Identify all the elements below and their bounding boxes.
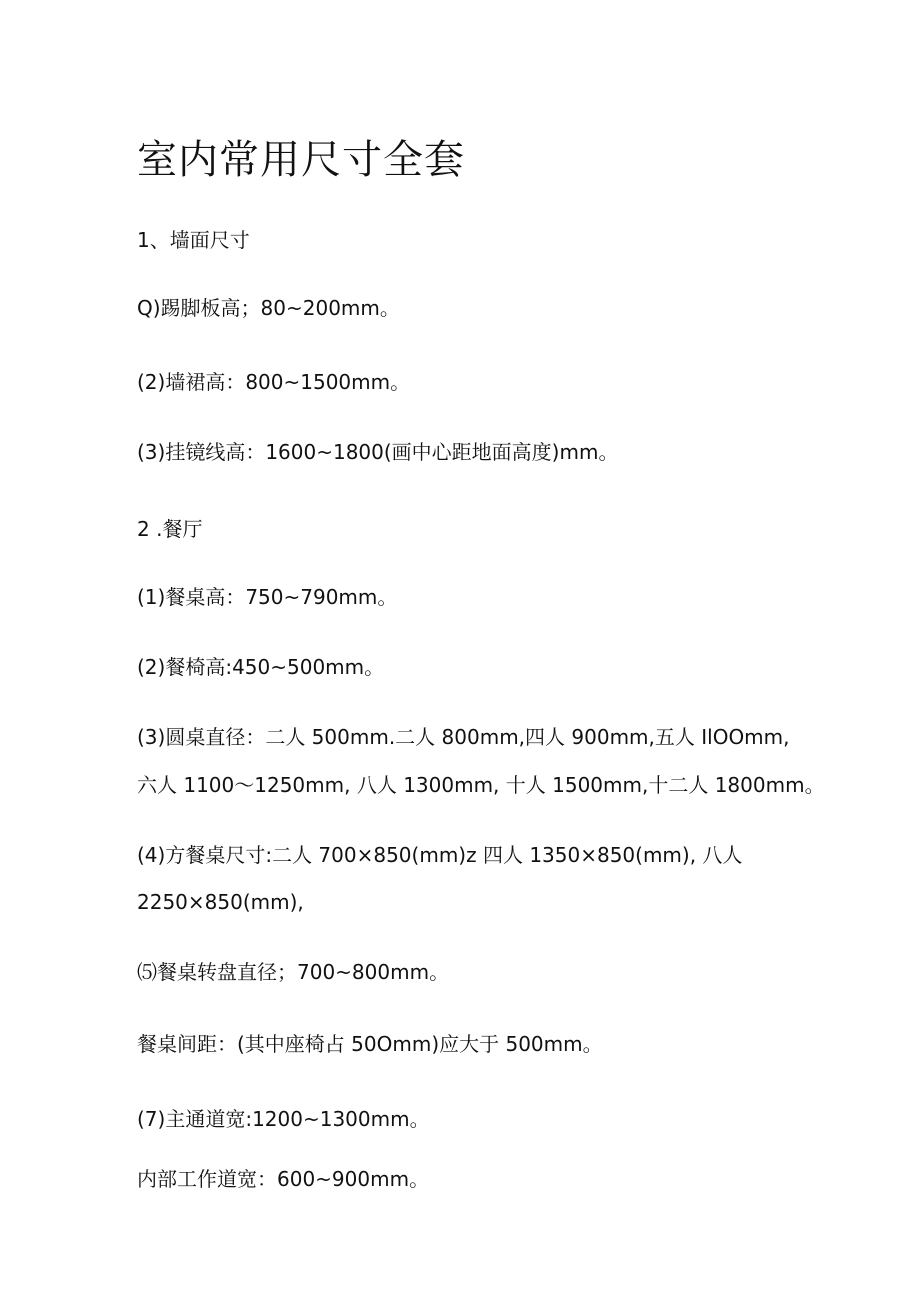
text-line: 2250×850(mm), (137, 890, 304, 914)
document-title: 室内常用尺寸全套 (137, 137, 465, 183)
text-line: 餐桌间距：(其中座椅占 50Omm)应大于 500mm。 (137, 1032, 603, 1056)
text-line: ⑸餐桌转盘直径；700~800mm。 (137, 960, 450, 984)
text-line: (4)方餐桌尺寸:二人 700×850(mm)z 四人 1350×850(mm), 八人 (137, 843, 743, 867)
text-line: 六人 1100～1250mm, 八人 1300mm, 十人 1500mm,十二人 1800mm。 (137, 773, 825, 797)
text-line: 内部工作道宽：600~900mm。 (137, 1167, 430, 1191)
text-line: Q)踢脚板高；80~200mm。 (137, 296, 400, 320)
text-line: (1)餐桌高：750~790mm。 (137, 585, 398, 609)
text-line: (3)圆桌直径：二人 500mm.二人 800mm,四人 900mm,五人 IlOOmm, (137, 725, 790, 749)
text-line: (2)餐椅高:450~500mm。 (137, 655, 385, 679)
text-line: (2)墙裙高：800~1500mm。 (137, 370, 411, 394)
section-heading-dining: 2 .餐厅 (137, 517, 203, 541)
section-heading-wall: 1、墙面尺寸 (137, 228, 250, 252)
text-line: (3)挂镜线高：1600~1800(画中心距地面高度)mm。 (137, 440, 619, 464)
text-line: (7)主通道宽:1200~1300mm。 (137, 1107, 430, 1131)
